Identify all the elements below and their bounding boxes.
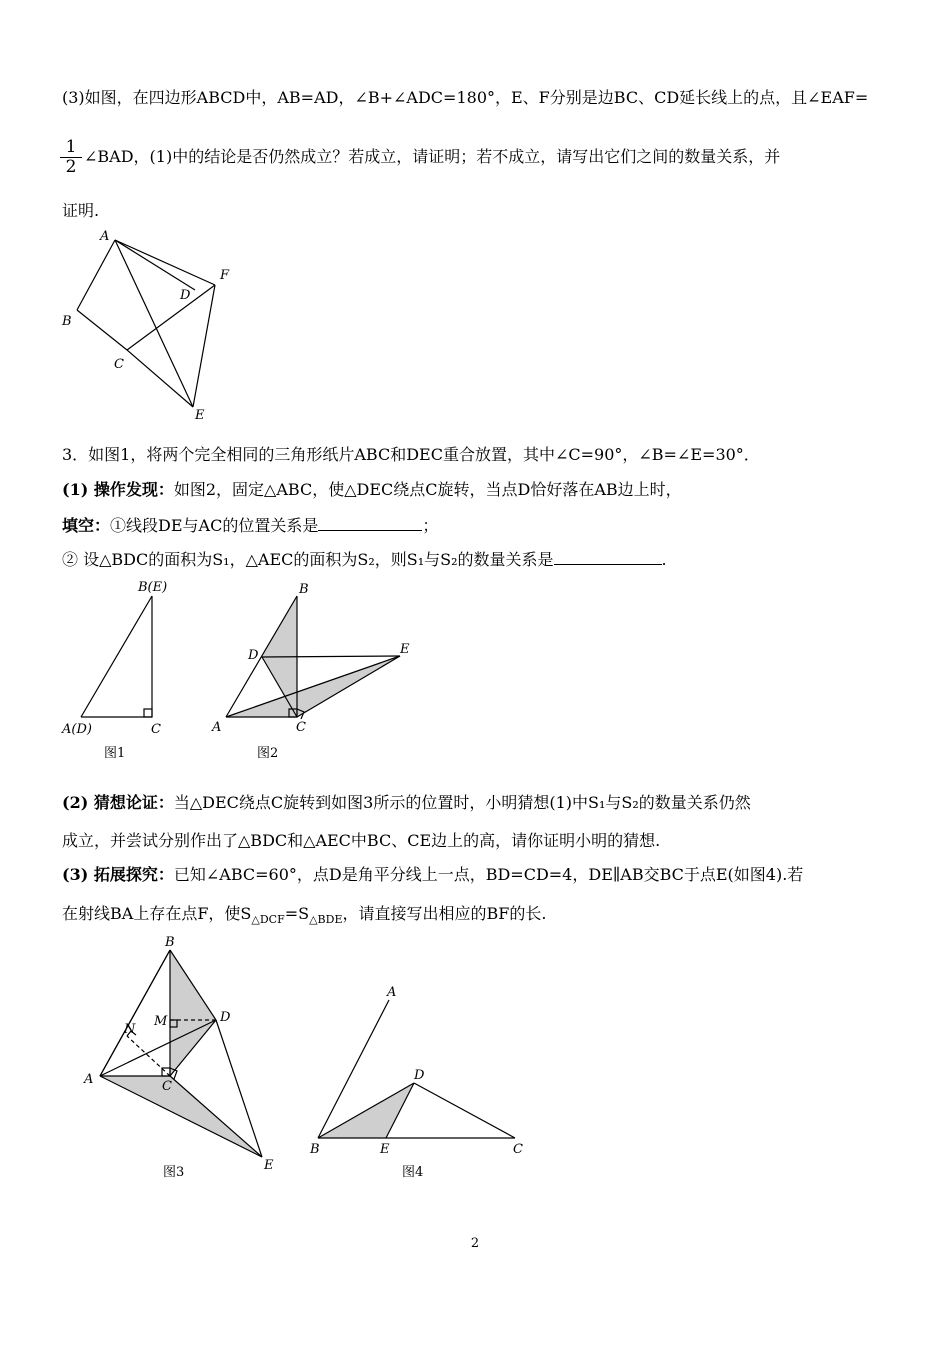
fig1-caption: 图1 xyxy=(104,746,126,761)
q3-part2-line2: 成立，并尝试分别作出了△BDC和△AEC中BC、CE边上的高，请你证明小明的猜想. xyxy=(62,831,661,850)
q3-fill1-end: ； xyxy=(422,516,439,535)
fig2-label-A: A xyxy=(212,720,222,735)
fig3-label-A: A xyxy=(84,1072,94,1087)
fig3-label-B: B xyxy=(165,935,175,950)
q3-fill1-text: ①线段DE与AC的位置关系是 xyxy=(110,516,319,535)
fig2-caption: 图2 xyxy=(257,746,279,761)
q3-part3-eq: =S xyxy=(284,904,310,923)
q3-fill-heading: 填空： xyxy=(62,516,111,535)
fig1-label-C: C xyxy=(151,722,161,737)
q3-part3-heading: (3) 拓展探究： xyxy=(62,865,174,884)
q3-part3-sub2: △BDE xyxy=(309,913,343,927)
q3-part3-sub1: △DCF xyxy=(251,913,285,927)
top-label-B: B xyxy=(62,314,72,329)
top-label-E: E xyxy=(195,408,205,423)
fig4-label-E: E xyxy=(380,1142,390,1157)
q3-part3-text1: 已知∠ABC=60°，点D是角平分线上一点，BD=CD=4，DE∥AB交BC于点E(如图4).若 xyxy=(173,865,804,884)
top-label-C: C xyxy=(114,357,124,372)
fig3-label-C: C xyxy=(162,1079,172,1094)
q3-part3-text3: ，请直接写出相应的BF的长. xyxy=(342,904,547,923)
q3-part1-text: 如图2，固定△ABC，使△DEC绕点C旋转，当点D恰好落在AB边上时， xyxy=(173,480,682,499)
q3-part2-text1: 当△DEC绕点C旋转到如图3所示的位置时，小明猜想(1)中S₁与S₂的数量关系仍然 xyxy=(173,793,751,812)
top-label-A: A xyxy=(100,229,110,244)
fig1-label-BE: B(E) xyxy=(138,580,168,595)
fig4-label-B: B xyxy=(310,1142,320,1157)
q3-fill2-end: . xyxy=(661,550,667,569)
q3-fill2-text: ② 设△BDC的面积为S₁，△AEC的面积为S₂，则S₁与S₂的数量关系是 xyxy=(62,550,554,569)
prev-part3-line2: ∠BAD，(1)中的结论是否仍然成立？若成立，请证明；若不成立，请写出它们之间的数量关系，并 xyxy=(84,147,781,166)
top-label-D: D xyxy=(180,288,191,303)
fig2-label-C: C xyxy=(296,720,306,735)
fig2-label-D: D xyxy=(248,648,259,663)
fig4-label-A: A xyxy=(387,985,397,1000)
fig3-label-M: M xyxy=(154,1014,168,1029)
top-label-F: F xyxy=(220,268,230,283)
fig1-label-AD: A(D) xyxy=(62,722,92,737)
q3-part3-text2: 在射线BA上存在点F，使S xyxy=(62,904,252,923)
fraction-denominator: 2 xyxy=(65,157,77,177)
fraction-numerator: 1 xyxy=(60,138,82,158)
fig3-label-E: E xyxy=(264,1158,274,1173)
fig3-label-D: D xyxy=(220,1010,231,1025)
fig2-label-E: E xyxy=(400,642,410,657)
fig4-label-C: C xyxy=(513,1142,523,1157)
q3-intro: 3．如图1，将两个完全相同的三角形纸片ABC和DEC重合放置，其中∠C=90°，∠B=∠E=30°． xyxy=(62,445,760,464)
q3-part2-heading: (2) 猜想论证： xyxy=(62,793,174,812)
prev-part3-line1: (3)如图，在四边形ABCD中，AB=AD，∠B+∠ADC=180°，E、F分别是边BC、CD延长线上的点，且∠EAF= xyxy=(62,88,869,107)
q3-part1-heading: (1) 操作发现： xyxy=(62,480,174,499)
page-number: 2 xyxy=(470,1236,480,1251)
prev-part3-line3: 证明. xyxy=(62,201,100,220)
fig4-label-D: D xyxy=(414,1068,425,1083)
fig3-caption: 图3 xyxy=(163,1165,185,1180)
fig2-label-B: B xyxy=(299,582,309,597)
fig4-caption: 图4 xyxy=(402,1165,424,1180)
fig3-label-N: N xyxy=(124,1022,136,1037)
